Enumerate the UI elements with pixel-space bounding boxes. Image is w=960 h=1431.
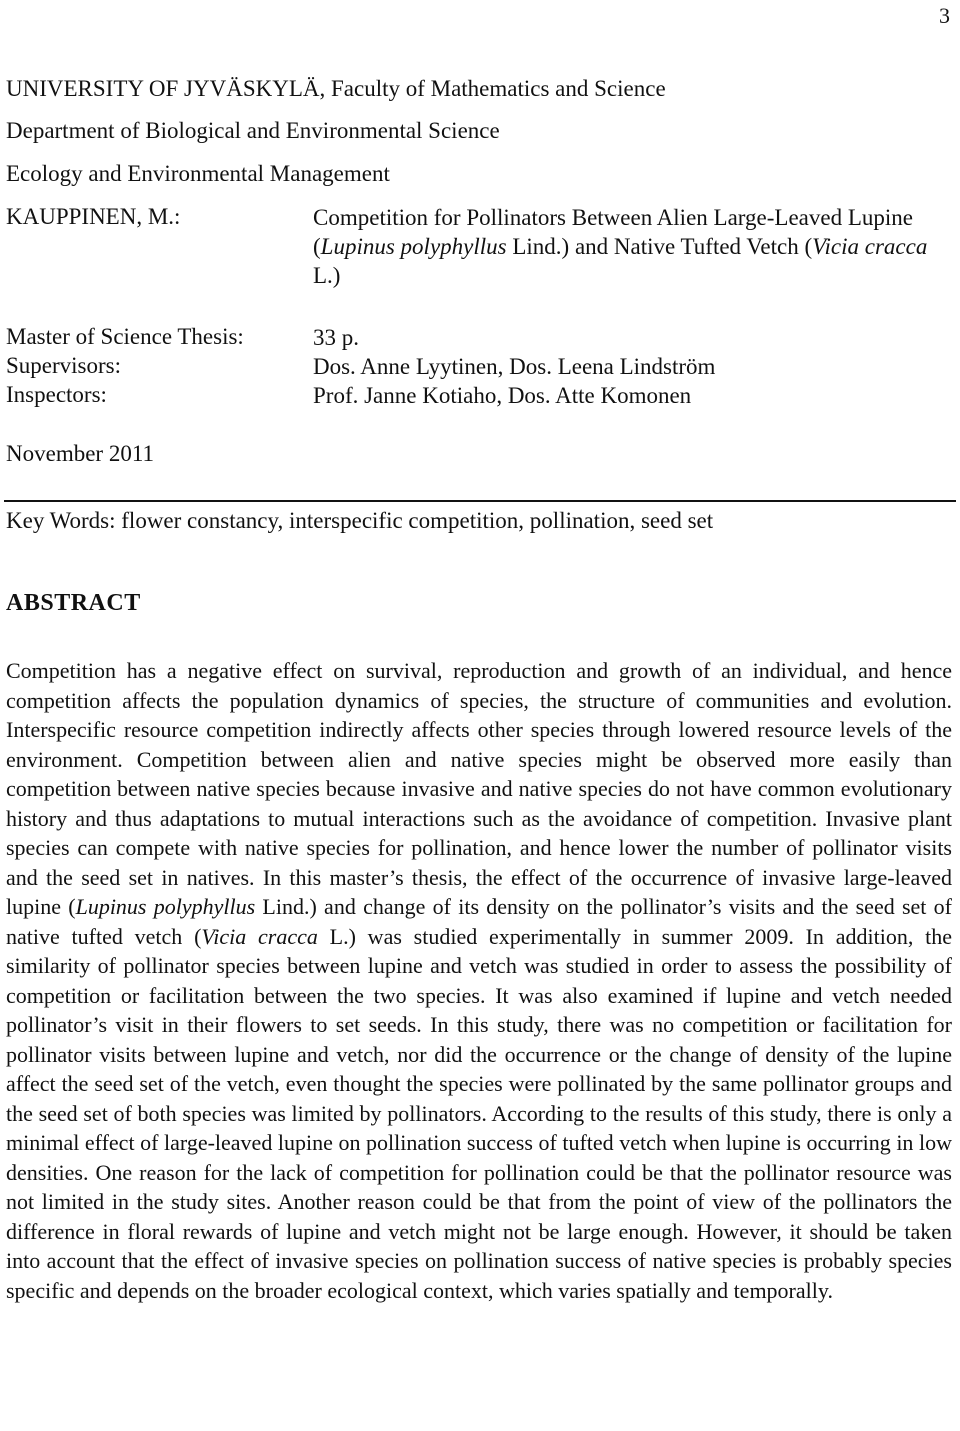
page-count: 33 p. (313, 325, 359, 350)
abstract-paragraph (6, 656, 952, 1305)
keywords-line: Key Words: flower constancy, interspecific competition, pollination, seed set (6, 508, 714, 533)
abstract-text-2: Lind.) and change of its density on the pollinator’s visits and the seed set of native tufted vetch ( (6, 894, 952, 949)
abstract-italic-2: Vicia cracca (201, 923, 318, 949)
abstract-body (6, 656, 952, 1305)
supervisors-label: Supervisors: (6, 353, 121, 378)
supervisors-value: Dos. Anne Lyytinen, Dos. Leena Lindström (313, 354, 716, 379)
abstract-heading: ABSTRACT (6, 590, 141, 616)
program-line: Ecology and Environmental Management (6, 161, 390, 186)
university-line: UNIVERSITY OF JYVÄSKYLÄ, Faculty of Mathematics and Science (6, 76, 666, 101)
thesis-date: November 2011 (6, 441, 154, 466)
thesis-title-part2: Lind.) and Native Tufted Vetch ( (506, 234, 813, 259)
thesis-title (313, 203, 953, 290)
abstract-italic-1: Lupinus polyphyllus (75, 894, 256, 919)
horizontal-rule (4, 500, 956, 502)
page-number: 3 (939, 3, 950, 28)
thesis-type-label: Master of Science Thesis: (6, 324, 244, 349)
abstract-text-3: L.) was studied experimentally in summer 2009. In addition, the similarity of pollinator species between lupine and vetch was studied in order to assess the possibility of competition or facilitation between the two species. It was also examined if lupine and vetch needed pollinator’s visit in their flowers to set seeds. In this study, there was no competition or facilitation for pollinator visits between lupine and vetch, nor did the occurrence or the change of density of the lupine affect the seed set of the vetch, even thought the species were pollinated by the same pollinator groups and the seed set of both species was limited by pollinators. According to the results of this study, there is only a minimal effect of large-leaved lupine on pollination success of tufted vetch when lupine is occurring in low densities. One reason for the lack of competition for pollination could be that the pollinator resource was not limited in the study sites. Another reason could be that from the point of view of the pollinators the difference in floral rewards of lupine and vetch might not be large enough. However, it should be taken into account that the effect of invasive species on pollination success of native species is probably species specific and depends on the broader ecological context, which varies spatially and temporally. (6, 923, 952, 1303)
thesis-title-italic1: Lupinus polyphyllus (320, 234, 507, 259)
thesis-title-part3: L.) (313, 263, 341, 288)
abstract-text-1: Competition has a negative effect on survival, reproduction and growth of an individual, and hence competition affects the population dynamics of species, the structure of communities and evolution. Interspecific resource competition indirectly affects other species through lowered resource levels of the environment. Competition between alien and native species might be observed more easily than competition between native species because invasive and native species do not have common evolutionary history and thus adaptations to mutual interactions such as the avoidance of competition. Invasive plant species can compete with native species for pollination, and hence lower the number of pollinator visits and the seed set in natives. In this master’s thesis, the effect of the occurrence of invasive large-leaved lupine ( (6, 658, 952, 919)
thesis-title-italic2: Vicia cracca (812, 234, 928, 259)
inspectors-label: Inspectors: (6, 382, 107, 407)
author-label: KAUPPINEN, M.: (6, 204, 181, 229)
thesis-title-part1: Competition for Pollinators Between Alien Large-Leaved Lupine ( (313, 205, 913, 259)
inspectors-value: Prof. Janne Kotiaho, Dos. Atte Komonen (313, 383, 692, 408)
department-line: Department of Biological and Environmental Science (6, 118, 500, 143)
